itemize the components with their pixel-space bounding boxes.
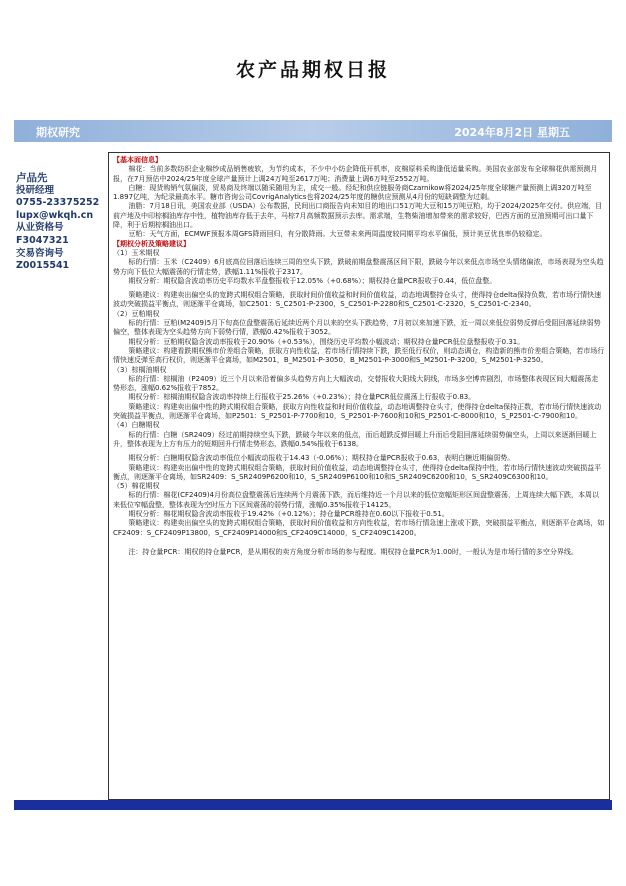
sugar-heading: （4）白糖期权 (113, 421, 160, 430)
section-label: 期权研究 (36, 126, 80, 139)
basic-paragraph: 豆粕：天气方面，ECMWF预报本周GFS降雨回归，有分散降雨。大豆带未来两周温度较同期平均水平偏低，预计美豆优良率仍较稳定。 (128, 230, 547, 239)
analyst-email[interactable]: lupx@wkqh.cn (16, 209, 94, 221)
sugar-paragraph: 期权分析：白糖期权隐含波动率低位小幅波动报收于14.43（-0.06%）；期权持仓量PCR报收于0.63，表明白糖近期偏弱势。 (128, 454, 515, 463)
analyst-name: 卢品先 (16, 172, 48, 184)
palm-paragraph: 策略建议：构建卖出偏中性的跨式期权组合策略，获取方向性收益和时间价值收益，动态地调整持仓头寸，使得持仓delta保持正数，若市场行情快速波动突破损益平衡点，则逐渐平仓离场，如P2501：S_P2501-P-7700和10，S_P2501-P-7600和10和S_P2501-C-8000和10，S_P2501-C-7900和10。 (113, 402, 602, 421)
analyst-phone: 0755-23375252 (16, 197, 100, 209)
cotton-heading: （5）棉花期权 (113, 482, 160, 491)
consult-number: Z0015541 (16, 260, 70, 272)
basic-paragraph: 油脂：7月18日讯，美国农业部（USDA）公布数据，民间出口商报告向未知目的地出口51万吨大豆和15万吨豆粕，均于2024/2025年交付。供应端，目前产地及中印棕榈油库存中性，植物油库存低于去年，马棕7月高频数据预示去库。需求端，生物柴油增加带来的需求较好，巴西方面的豆油预期可出口量下降，利于后期棕榈油出口。 (113, 202, 603, 230)
cotton-paragraph: 标的行情：棉花(CF2409)4月份高位盘整震荡后连续两个月震荡下跌，而后维持近一个月以来的低位宽幅矩形区间盘整震荡，上周连续大幅下跌，本周以来低位窄幅盘整，整体表现为空时压力下区间震荡的弱势行情，涨幅0.35%报收于14125。 (113, 491, 600, 509)
palm-heading: （3）棕榈油期权 (113, 365, 167, 374)
qualification-label: 从业资格号 (16, 222, 64, 234)
sugar-paragraph: 标的行情：白糖（SR2409）经过前期持续空头下跌，跌破今年以来的低点，而后超跌反弹回暖上升而后受阻回落延续弱势偏空头，上周以来逐渐回暖上升，整体表现为上方有压力的短期回升行情走势形态，跌幅0.54%报收于6138。 (113, 430, 597, 448)
section-banner (14, 120, 612, 142)
palm-paragraph: 期权分析：棕榈油期权隐含波动率持续上行报收于25.26%（+0.23%）；持仓量PCR低位震荡上行报收于0.83。 (128, 393, 476, 402)
strategy-heading: 【期权分析及策略建议】 (113, 239, 190, 248)
analyst-info (16, 172, 108, 273)
corn-paragraph: 期权分析：期权隐含波动率历史平均数水平盘整报收于12.05%（+0.68%）；期权持仓量PCR报收于0.44，低位盘整。 (128, 276, 497, 285)
analyst-role: 投研经理 (16, 184, 55, 196)
sugar-paragraph: 策略建议：构建卖出偏中性的宽跨式期权组合策略，获取时间价值收益，动态地调整持仓头寸，使得持仓delta保持中性，若市场行情快速波动突破损益平衡点，则逐渐平仓离场，如SR2409：S_SR2409P6200和10，S_SR2409P6100和10和S_SR2409C6200和10，S_SR2409C6300和10。 (113, 463, 602, 481)
corn-paragraph: 标的行情：玉米（C2409）6月底高位回落后连续三周的空头下跌，跌破前期盘整震荡区间下限，跌破今年以来低点市场空头情绪偏浓，市场表现为空头趋势方向下低位大幅震荡的行情走势，跌幅1.11%报收于2317。 (113, 258, 604, 276)
report-body (108, 152, 610, 800)
soymeal-paragraph: 期权分析：豆粕期权隐含波动率报收于20.90%（+0.53%），围绕历史平均数小幅波动；期权持仓量PCR低位盘整报收于0.31。 (128, 337, 525, 346)
cotton-paragraph: 策略建议：构建卖出偏空头的宽跨式期权组合策略，获取时间价值收益和方向性收益，若市场行情急速上涨或下跌，突破损益平衡点，则逐渐平仓离场，如CF2409：S_CF2409P13800，S_CF2409P14000和S_CF2409C14000，S_CF2409C14200。 (113, 519, 605, 537)
basic-paragraph: 棉花：当前多数纺织企业棉纱成品销售疲软，为节约成本，不少中小纺企降低开机率，皮棉原料采购逢低适量采购。美国农业部发布全球棉花供需预测月报，在7月预估中2024/25年度全球产量预计上调24万吨至2617万吨；消费量上调6万吨至2552万吨。 (113, 165, 598, 183)
basic-paragraph: 白糖：现货购销气氛偏淡，贸易商及终端以随采随用为主，成交一般。经纪和供应链服务商Czarnikow将2024/25年度全球糖产量预测上调320万吨至1.897亿吨，为纪录最高水平。糖市咨询公司CovrigAnalytics也将2024/25年度的糖供应预测从4月份的短缺调整为过剩。 (113, 183, 592, 202)
footer-bar (14, 800, 612, 810)
soymeal-heading: （2）豆粕期权 (113, 309, 160, 318)
corn-paragraph: 策略建议：构建卖出偏空头的宽跨式期权组合策略，获取时间价值收益和时间价值收益，动态地调整持仓头寸，使得持仓delta保持负数，若市场行情快速波动突破损益平衡点，则逐渐平仓离场，如C2501：S_C2501-P-2300，S_C2501-P-2280和S_C2501-C-2320，S_C2501-C-2340。 (113, 291, 602, 309)
soymeal-paragraph: 标的行情：豆粕(M2409)5月下旬高位盘整震荡后延续近两个月以来的空头下跌趋势，7月初以来加速下跌，近一周以来低位弱势反弹后受阻回落延续弱势偏空，整体表现为空头趋势方向下弱势行情，跌幅0.42%报收于3052。 (113, 319, 601, 337)
consult-label: 交易咨询号 (16, 247, 64, 259)
pcr-note: 注：持仓量PCR：期权的持仓量PCR，是从期权的卖方角度分析市场的参与程度。期权持仓量PCR为1.00时，一般认为是市场行情的多空分界线。 (128, 547, 578, 556)
palm-paragraph: 标的行情：棕榈油（P2409）近三个月以来沿着偏多头趋势方向上大幅波动，交替报收大阳线大阴线，市场多空博弈剧烈，市场整体表现区间大幅震荡走势形态，涨幅0.62%报收于7852。 (113, 374, 599, 393)
soymeal-paragraph: 策略建议：构建看跌期权熊市价差组合策略，获取方向性收益，若市场行情持续下跌，跌至低行权价，则动态调仓，构造新的熊市价差组合策略，若市场行情快速反弹至高行权价，则逐渐平仓离场，如M2501，B_M2501-P-3050，B_M2501-P-3000和S_M2501-P-3200，S_M2501-P-3250。 (113, 346, 605, 365)
corn-heading: （1）玉米期权 (113, 248, 160, 257)
basic-heading: 【基本面信息】 (113, 156, 162, 164)
report-title: 农产品期权日报 (235, 59, 390, 81)
cotton-paragraph: 期权分析：棉花期权隐含波动率报收于19.42%（+0.12%）；持仓量PCR维持在0.60以下报收于0.51。 (128, 509, 449, 518)
qualification-number: F3047321 (16, 234, 69, 246)
report-date: 2024年8月2日 星期五 (454, 126, 570, 139)
